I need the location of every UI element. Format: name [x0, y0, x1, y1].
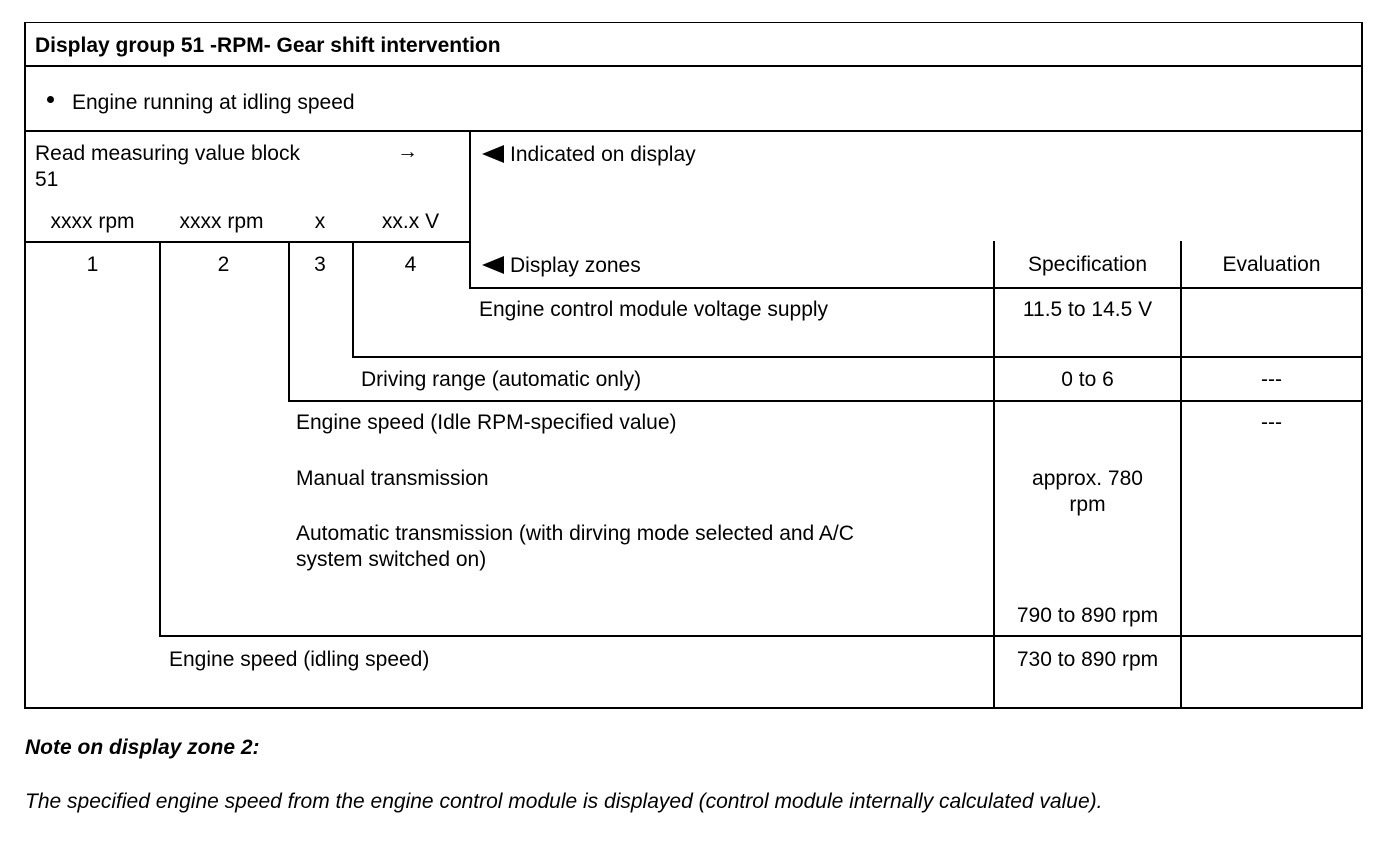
arrow-right-icon: →: [397, 140, 418, 163]
zone2-manual-spec-line2: rpm: [1069, 493, 1106, 516]
specification-header: Specification: [1027, 253, 1148, 276]
evaluation-header: Evaluation: [1222, 253, 1321, 276]
zone2-auto-spec: 790 to 890 rpm: [1016, 604, 1159, 627]
field-zone-2: xxxx rpm: [179, 210, 264, 233]
zone1-spec: 730 to 890 rpm: [1016, 648, 1159, 671]
field-zone-3: x: [314, 210, 326, 233]
zone-number-1: 1: [86, 253, 99, 276]
table-title: Display group 51 -RPM- Gear shift intervention: [35, 34, 501, 57]
condition-item: [47, 90, 355, 116]
bullet-icon: [47, 96, 54, 103]
read-block-label: Read measuring value block: [35, 142, 300, 165]
zone2-auto-label-line1: Automatic transmission (with dirving mode selected and A/C: [296, 522, 854, 545]
condition-text: Engine running at idling speed: [72, 91, 355, 114]
zone4-spec: 11.5 to 14.5 V: [1022, 298, 1153, 321]
display-zones-header: [482, 253, 641, 279]
note-body: The specified engine speed from the engine control module is displayed (control module internally calculated value).: [25, 790, 1103, 813]
zone4-label: Engine control module voltage supply: [479, 298, 829, 321]
field-zone-4: xx.x V: [381, 210, 440, 233]
note-title: Note on display zone 2:: [25, 736, 260, 759]
zone3-label: Driving range (automatic only): [361, 368, 642, 391]
zone2-label: Engine speed (Idle RPM-specified value): [296, 411, 677, 434]
field-zone-1: xxxx rpm: [50, 210, 135, 233]
triangle-pointer-icon: [482, 256, 504, 274]
zone-number-3: 3: [314, 253, 326, 276]
zone3-eval: ---: [1261, 368, 1282, 391]
display-zones-label: Display zones: [510, 254, 641, 277]
zone-number-4: 4: [404, 253, 417, 276]
zone2-eval: ---: [1261, 411, 1282, 434]
read-block-number: 51: [35, 168, 59, 191]
indicated-header: [482, 142, 696, 168]
zone-number-2: 2: [217, 253, 230, 276]
zone3-spec: 0 to 6: [1061, 368, 1114, 391]
indicated-label: Indicated on display: [510, 143, 696, 166]
zone2-manual-label: Manual transmission: [296, 467, 489, 490]
zone2-auto-label-line2: system switched on): [296, 548, 487, 571]
triangle-pointer-icon: [482, 145, 504, 163]
zone2-manual-spec-line1: approx. 780: [1032, 467, 1143, 490]
zone1-label: Engine speed (idling speed): [169, 648, 430, 671]
